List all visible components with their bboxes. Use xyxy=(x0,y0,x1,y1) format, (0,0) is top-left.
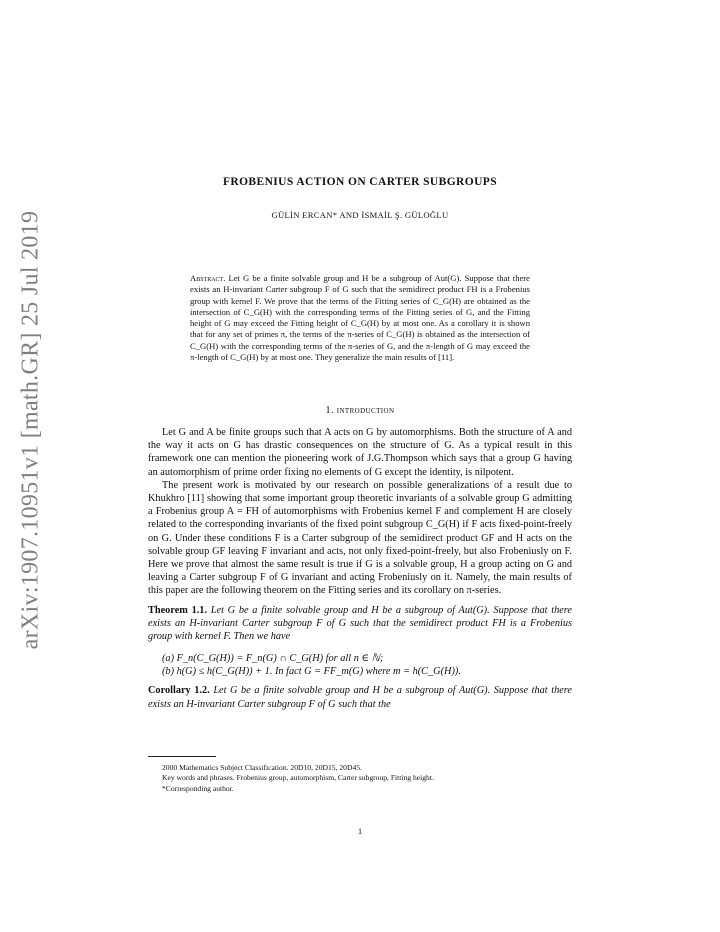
footnote-msc: 2000 Mathematics Subject Classification. 20D10, 20D15, 20D45. xyxy=(162,763,362,772)
corollary xyxy=(148,684,572,710)
footnote-corresponding: *Corresponding author. xyxy=(162,783,234,793)
footnote-rule xyxy=(148,756,216,757)
arxiv-stamp xyxy=(14,210,48,650)
paragraph: The present work is motivated by our research on possible generalizations of a result due to Khukhro [11] showing that some important group theoretic invariants of a solvable group G admitting a Frobenius group A = FH of automorphisms with Frobenius kernel F and complement H are closely related to the corresponding invariants of the fixed point subgroup C_G(H) if F acts fixed-point-freely on G. Under these conditions F is a Carter subgroup of the semidirect product GF and H acts on the solvable group GF leaving F invariant and acts, not only fixed-point-freely, but also Frobeniusly on F. Here we prove that almost the same result is true if G is a solvable group, H a group acting on G and leaving a Carter subgroup F of G invariant and acting Frobeniusly on it. Namely, the main results of this paper are the following theorem on the Fitting series and its corollary on π-series. xyxy=(148,479,572,597)
theorem-text: Let G be a finite solvable group and H be a subgroup of Aut(G). Suppose that there exists an H-invariant Carter subgroup F of G such that the semidirect product FH is a Frobenius group with kernel F. Then we have xyxy=(148,604,572,643)
arxiv-stamp-text: arXiv:1907.10951v1 [math.GR] 25 Jul 2019 xyxy=(17,210,44,650)
theorem-items xyxy=(162,653,572,678)
footnote-keywords: Key words and phrases. Frobenius group, automorphism, Carter subgroup, Fitting height. xyxy=(162,773,434,783)
paper-authors: GÜLİN ERCAN* AND İSMAİL Ş. GÜLOĞLU xyxy=(271,210,449,220)
theorem-item: (b) h(G) ≤ h(C_G(H)) + 1. In fact G = FF_m(G) where m = h(C_G(H)). xyxy=(162,665,461,677)
paper-title: FROBENIUS ACTION ON CARTER SUBGROUPS xyxy=(222,176,498,188)
abstract xyxy=(190,273,530,363)
theorem-label: Theorem 1.1. xyxy=(148,604,208,616)
page-number: 1 xyxy=(357,826,363,836)
abstract-text: Let G be a finite solvable group and H be a subgroup of Aut(G). Suppose that there exists an H-invariant Carter subgroup F of G such that the semidirect product FH is a Frobenius group with kernel F. We prove that the terms of the Fitting series of C_G(H) are obtained as the intersection of C_G(H) with the corresponding terms of the Fitting series of G, and the Fitting height of G may exceed the Fitting height of C_G(H) by at most one. As a corollary it is shown that for any set of primes π, the terms of the π-series of C_G(H) is obtained as the intersection of C_G(H) with the corresponding terms of the π-series of G, and the π-length of G may exceed the π-length of C_G(H) by at most one. They generalize the main results of [11]. xyxy=(190,273,530,363)
footnotes xyxy=(148,763,572,794)
theorem xyxy=(148,604,572,644)
paragraph: Let G and A be finite groups such that A acts on G by automorphisms. Both the structure of A and the way it acts on G has drastic consequences on the structure of G. As a typical result in this framework one can mention the pioneering work of J.G.Thompson which says that a group G having an automorphism of prime order fixing no elements of G except the identity, is nilpotent. xyxy=(148,427,572,478)
abstract-label: Abstract. xyxy=(190,273,226,283)
theorem-item: (a) F_n(C_G(H)) = F_n(G) ∩ C_G(H) for all n ∈ ℕ; xyxy=(162,653,384,665)
main-body xyxy=(148,426,572,711)
corollary-text: Let G be a finite solvable group and H be a subgroup of Aut(G). Suppose that there exists an H-invariant Carter subgroup F of G such that the xyxy=(148,685,573,710)
section-heading: 1. introduction xyxy=(325,405,395,416)
corollary-label: Corollary 1.2. xyxy=(148,685,210,697)
